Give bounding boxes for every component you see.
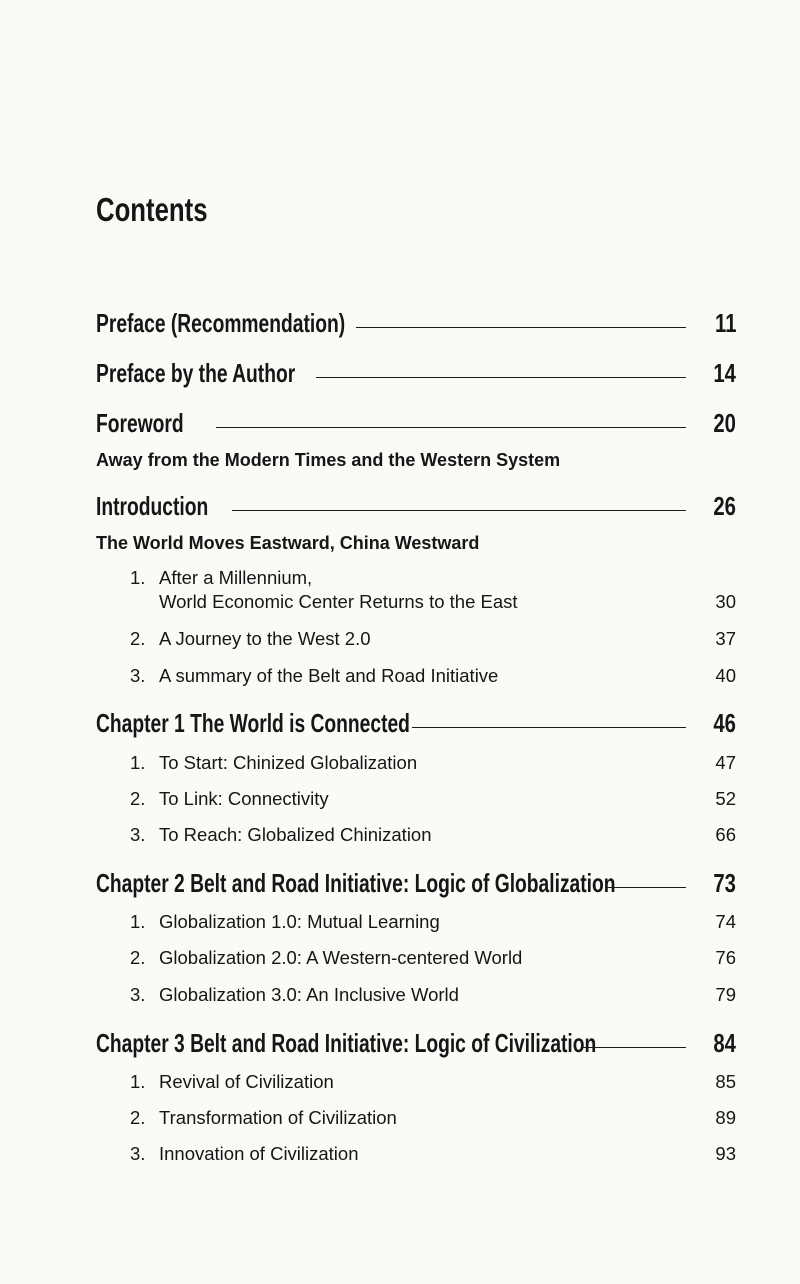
item-number: 1. (130, 1071, 146, 1092)
item-text: A Journey to the West 2.0 (159, 628, 371, 649)
toc-page-number: 26 (713, 491, 736, 521)
toc-page-number: 11 (714, 308, 736, 338)
toc-page-number: 46 (713, 708, 736, 738)
toc-item (130, 1070, 736, 1094)
toc-heading: Chapter 1 The World is Connected (96, 708, 410, 738)
item-number: 3. (130, 984, 146, 1005)
toc-item (130, 664, 736, 688)
toc-item (130, 910, 736, 934)
leader-line (316, 377, 686, 378)
leader-line (356, 327, 686, 328)
item-text: Transformation of Civilization (159, 1107, 397, 1128)
leader-line (412, 727, 686, 728)
toc-entry-foreword (96, 405, 736, 441)
item-page-number: 76 (715, 947, 736, 968)
toc-entry-preface-author (96, 355, 736, 391)
toc-heading: Introduction (96, 491, 209, 521)
toc-item (130, 1106, 736, 1130)
item-page-number: 30 (715, 591, 736, 612)
toc-entry-chapter-3 (96, 1025, 736, 1061)
item-number: 2. (130, 788, 146, 809)
contents-title: Contents (96, 191, 208, 228)
item-page-number: 74 (715, 911, 736, 932)
toc-entry-introduction (96, 488, 736, 524)
item-page-number: 52 (715, 788, 736, 809)
item-page-number: 66 (715, 824, 736, 845)
toc-item (130, 566, 736, 614)
item-text: Globalization 3.0: An Inclusive World (159, 984, 459, 1005)
item-text: To Reach: Globalized Chinization (159, 824, 432, 845)
toc-subtitle: The World Moves Eastward, China Westward (96, 533, 480, 553)
item-text: To Link: Connectivity (159, 788, 329, 809)
item-page-number: 47 (715, 752, 736, 773)
toc-item (130, 1142, 736, 1166)
item-number: 1. (130, 752, 146, 773)
item-text: To Start: Chinized Globalization (159, 752, 418, 773)
item-text: A summary of the Belt and Road Initiative (159, 665, 499, 686)
item-page-number: 85 (715, 1071, 736, 1092)
toc-page-number: 20 (713, 408, 736, 438)
toc-entry-preface-recommendation (96, 305, 736, 341)
toc-page-number: 14 (713, 358, 736, 388)
toc-item (130, 983, 736, 1007)
item-number: 2. (130, 947, 146, 968)
leader-line (582, 1047, 686, 1048)
toc-item (130, 787, 736, 811)
leader-line (607, 887, 686, 888)
item-page-number: 40 (715, 665, 736, 686)
item-text: Globalization 2.0: A Western-centered World (159, 947, 523, 968)
item-text: Globalization 1.0: Mutual Learning (159, 911, 440, 932)
leader-line (232, 510, 686, 511)
item-number: 3. (130, 824, 146, 845)
item-page-number: 93 (715, 1143, 736, 1164)
toc-item (130, 823, 736, 847)
toc-entry-chapter-1 (96, 705, 736, 741)
toc-heading: Chapter 2 Belt and Road Initiative: Logic of Globalization (96, 868, 616, 898)
item-text: Innovation of Civilization (159, 1143, 359, 1164)
item-number: 3. (130, 1143, 146, 1164)
toc-item (130, 627, 736, 651)
toc-page-number: 73 (713, 868, 736, 898)
item-page-number: 37 (715, 628, 736, 649)
item-page-number: 79 (715, 984, 736, 1005)
toc-heading: Chapter 3 Belt and Road Initiative: Logic of Civilization (96, 1028, 597, 1058)
item-page-number: 89 (715, 1107, 736, 1128)
toc-page-number: 84 (713, 1028, 736, 1058)
toc-heading: Foreword (96, 408, 184, 438)
item-text: Revival of Civilization (159, 1071, 334, 1092)
toc-subtitle: Away from the Modern Times and the Western System (96, 450, 561, 470)
item-number: 3. (130, 665, 146, 686)
toc-item (130, 946, 736, 970)
item-number: 2. (130, 628, 146, 649)
toc-heading: Preface by the Author (96, 358, 296, 388)
item-text: After a Millennium, World Economic Center Returns to the East (159, 567, 518, 612)
item-number: 2. (130, 1107, 146, 1128)
toc-item (130, 751, 736, 775)
leader-line (216, 427, 686, 428)
toc-entry-chapter-2 (96, 865, 736, 901)
toc-heading: Preface (Recommendation) (96, 308, 346, 338)
item-number: 1. (130, 567, 146, 588)
item-number: 1. (130, 911, 146, 932)
